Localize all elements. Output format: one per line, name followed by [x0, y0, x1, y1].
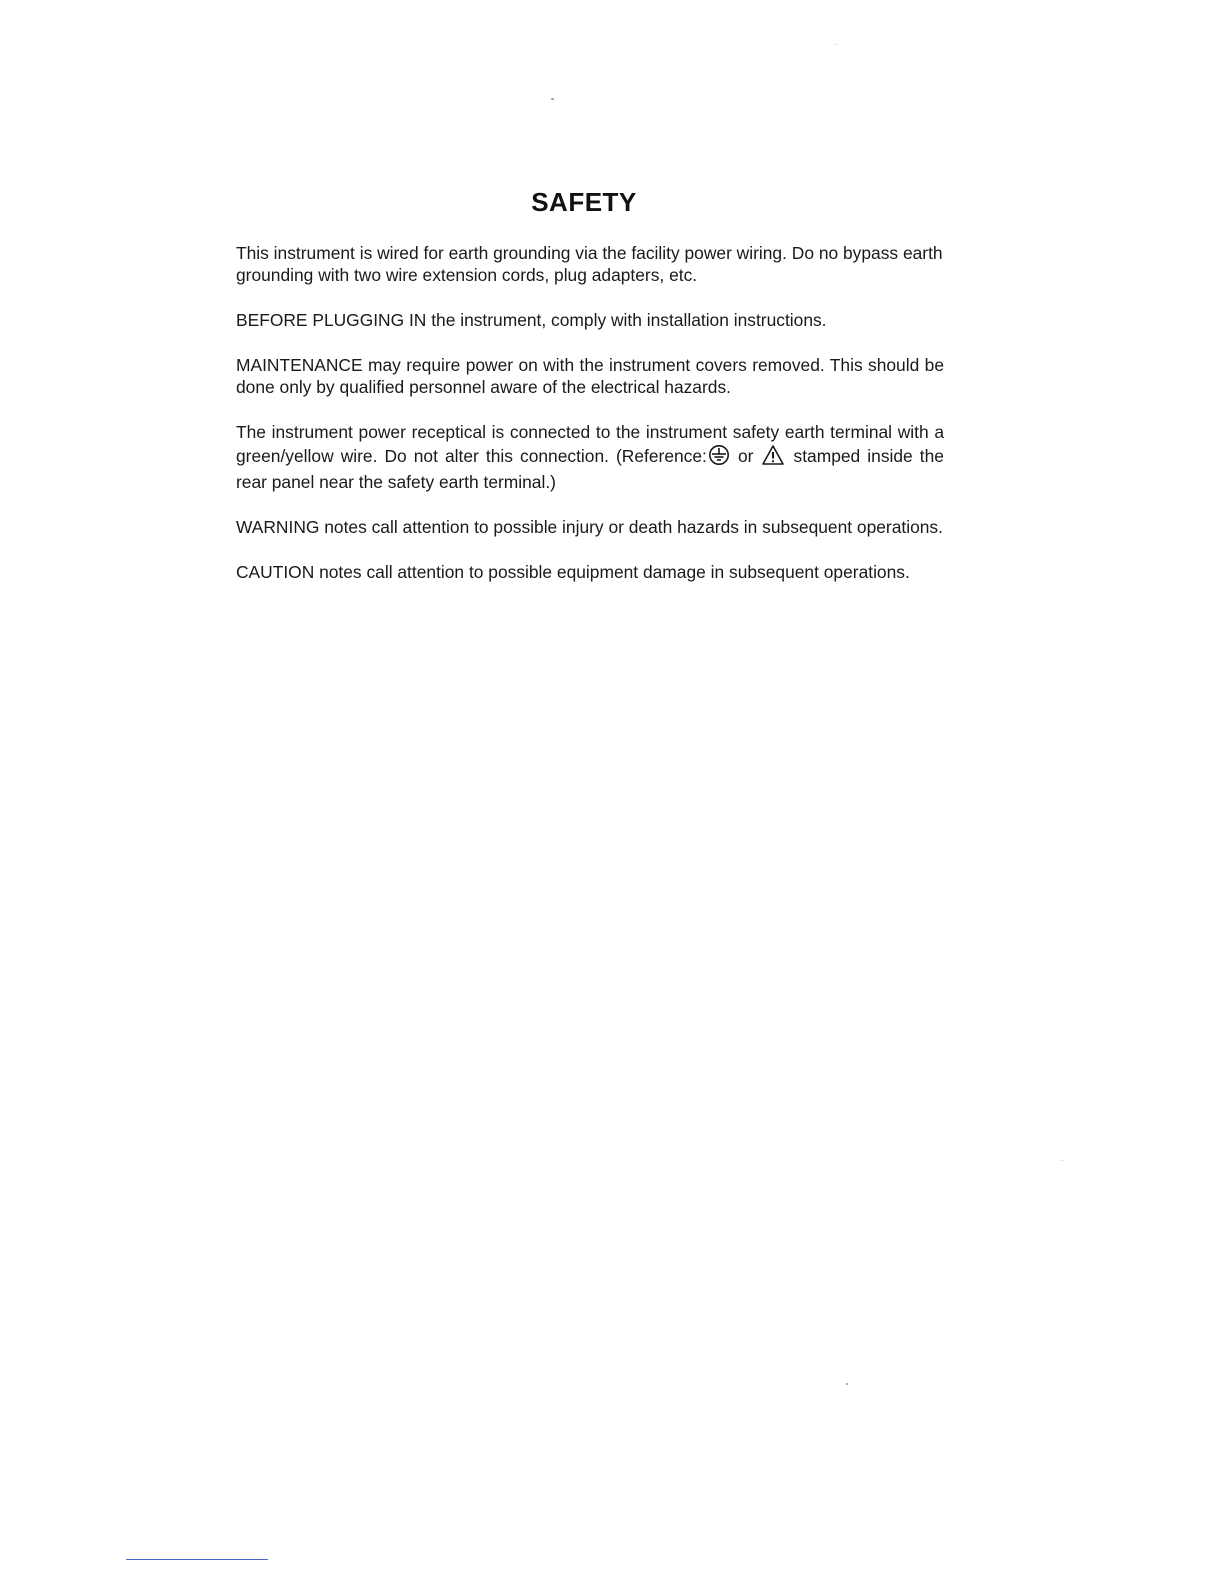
warning-triangle-icon	[761, 444, 785, 471]
paragraph-earth-grounding: This instrument is wired for earth grounding via the facility power wiring. Do no bypass earth grounding with two wire extension cords, plug adapters, etc.	[236, 243, 943, 286]
paragraph-power-receptical	[236, 421, 944, 493]
paragraph-warning-notes: WARNING notes call attention to possible injury or death hazards in subsequent operations.	[236, 516, 943, 537]
paragraph-before-plugging: BEFORE PLUGGING IN the instrument, comply with installation instructions.	[236, 310, 827, 331]
power-receptical-text-start: The instrument power receptical is connected to the instrument safety earth terminal with a green/yellow wire. Do not alter this connection. (Reference:	[236, 422, 944, 466]
scan-speck	[1062, 1160, 1063, 1161]
protective-earth-ground-icon	[708, 444, 730, 471]
power-receptical-text-or: or	[737, 445, 754, 466]
power-receptical-text-end: stamped inside the rear panel near the safety earth terminal.)	[236, 445, 944, 493]
footer-rule	[126, 1559, 268, 1560]
paragraph-caution-notes: CAUTION notes call attention to possible equipment damage in subsequent operations.	[236, 561, 910, 582]
scan-speck	[846, 1383, 848, 1385]
safety-body	[236, 242, 944, 605]
page-title: SAFETY	[531, 187, 637, 217]
scan-speck	[551, 98, 554, 100]
paragraph-maintenance: MAINTENANCE may require power on with the instrument covers removed. This should be done only by qualified personnel aware of the electrical hazards.	[236, 355, 944, 398]
scan-speck	[836, 44, 837, 45]
